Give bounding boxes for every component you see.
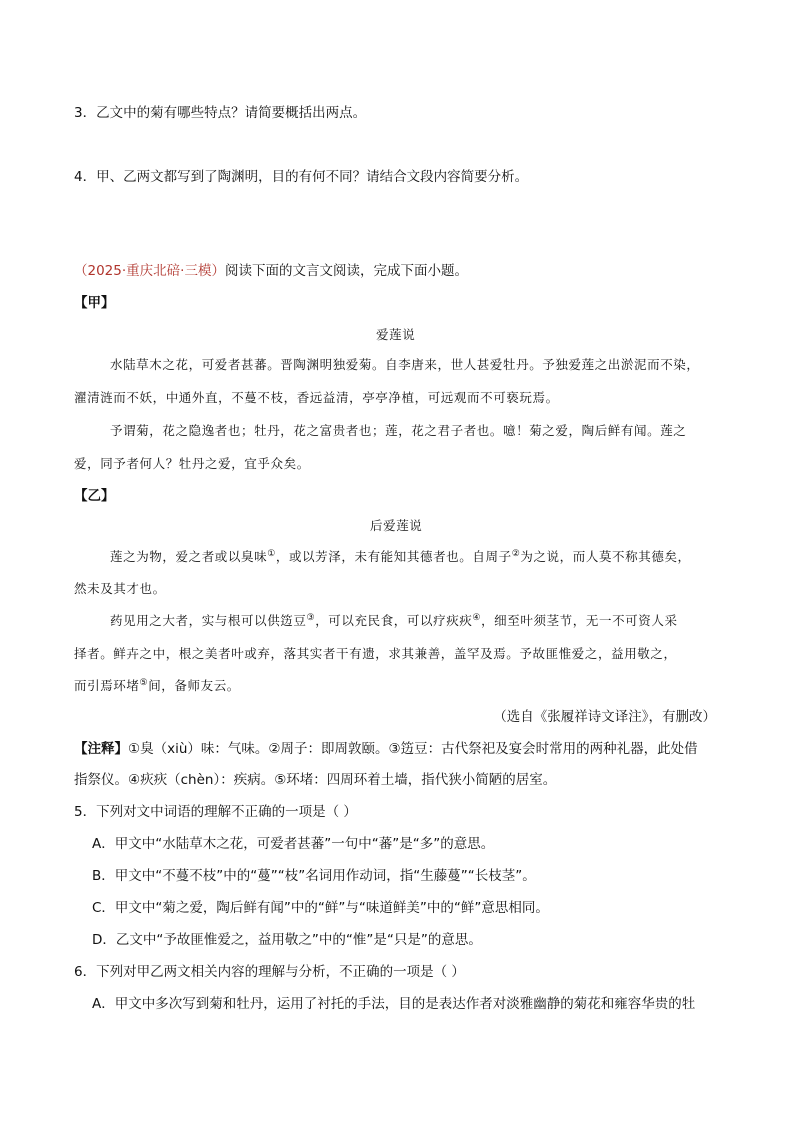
question-6-stem: 6．下列对甲乙两文相关内容的理解与分析，不正确的一项是（ ） [74,964,465,980]
passage-jia-line: 予谓菊，花之隐逸者也；牡丹，花之富贵者也；莲，花之君子者也。噫！菊之爱，陶后鲜有闻。莲之 [110,423,687,438]
question-5-option: D．乙文中“予故匪惟爱之，益用敬之”中的“惟”是“只是”的意思。 [92,932,482,948]
passage-yi-line: 然未及其才也。 [74,581,166,596]
annotations-line: 指祭仪。④疢疢（chèn）：疾病。⑤环堵：四周环着土墙，指代狭小简陋的居室。 [74,772,557,788]
question-5-option: A．甲文中“水陆草木之花，可爱者甚蕃”一句中“蕃”是“多”的意思。 [92,836,495,852]
question-6-option: A．甲文中多次写到菊和牡丹，运用了衬托的手法，目的是表达作者对淡雅幽静的菊花和雍容华贵的牡 [92,996,696,1012]
passage-citation: （选自《张履祥诗文译注》，有删改） [493,709,716,725]
passage-jia-line: 爱，同予者何人？牡丹之爱，宜乎众矣。 [74,456,310,471]
reading-intro [74,262,468,280]
question-5-stem: 5．下列对文中词语的理解不正确的一项是（ ） [74,804,357,820]
passage-yi-title: 后爱莲说 [370,518,423,533]
passage-yi-line: 而引焉环堵⑤间，备师友云。 [74,678,240,693]
passage-jia-line: 濯清涟而不妖，中通外直，不蔓不枝，香远益清，亭亭净植，可远观而不可亵玩焉。 [74,390,559,405]
passage-yi-line: 择者。鲜卉之中，根之美者叶或弃，落其实者干有遗，求其兼善，盖罕及焉。予故匪惟爱之，益用敬之， [74,646,677,661]
passage-jia-label: 【甲】 [74,295,115,311]
passage-yi-label: 【乙】 [74,488,115,504]
question-3: 3．乙文中的菊有哪些特点？请简要概括出两点。 [74,105,367,121]
passage-jia-line: 水陆草木之花，可爱者甚蕃。晋陶渊明独爱菊。自李唐来，世人甚爱牡丹。予独爱莲之出淤泥而不染， [110,357,700,372]
footnote-mark: ② [511,549,521,559]
footnote-mark: ① [267,549,276,559]
footnote-mark: ③ [306,613,316,623]
exam-source: （2025·重庆北碚·三模） [74,263,225,279]
annotations-label: 【注释】 [74,741,128,757]
passage-jia-title: 爱莲说 [376,327,416,342]
question-4: 4．甲、乙两文都写到了陶渊明，目的有何不同？请结合文段内容简要分析。 [74,169,529,185]
annotations: 【注释】①臭（xiù）味：气味。②周子：即周敦颐。③笾豆：古代祭祀及宴会时常用的两种礼器，此处借 [74,741,698,757]
question-5-option: B．甲文中“不蔓不枝”中的“蔓”“枝”名词用作动词，指“生藤蔓”“长枝茎”。 [92,868,536,884]
passage-yi-line: 药见用之大者，实与根可以供笾豆③，可以充民食，可以疗疢疢④，细至叶须茎节，无一不可资人采 [110,613,678,628]
question-5-option: C．甲文中“菊之爱，陶后鲜有闻”中的“鲜”与“味道鲜美”中的“鲜”意思相同。 [92,900,549,916]
passage-yi-line: 莲之为物，爱之者或以臭味①，或以芳泽，未有能知其德者也。自周子②为之说，而人莫不称其德矣， [110,549,691,564]
footnote-mark: ⑤ [139,678,149,688]
intro-text: 阅读下面的文言文阅读，完成下面小题。 [224,263,468,279]
footnote-mark: ④ [472,613,482,623]
